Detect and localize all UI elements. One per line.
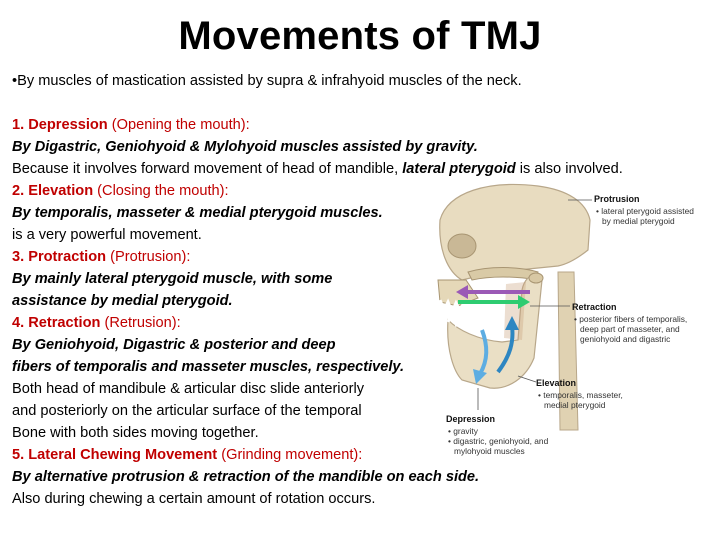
retraction-line-4: and posteriorly on the articular surface of the temporal [12, 403, 362, 419]
orbit [448, 234, 476, 258]
depression-item-3: mylohyoid muscles [454, 446, 525, 456]
lateral-sub: (Grinding movement): [217, 447, 363, 463]
lateral-heading: 5. Lateral Chewing Movement [12, 447, 218, 463]
retraction-item-2: deep part of masseter, and [580, 324, 680, 334]
depression-heading: 1. Depression [12, 117, 108, 133]
skull-cranium [440, 184, 590, 280]
retraction-sub: (Retrusion): [100, 315, 181, 331]
lateral-line-1: By alternative protrusion & retraction of the mandible on each side. [12, 469, 480, 485]
because-pre: Because it involves forward movement of head of mandible, [12, 161, 403, 177]
retraction-label: Retraction [572, 302, 617, 312]
because-post: is also involved. [515, 161, 623, 177]
retraction-line-5: Bone with both sides moving together. [12, 425, 259, 441]
elevation-note: is a very powerful movement. [12, 227, 202, 243]
because-em: lateral pterygoid [402, 161, 516, 177]
protrusion-item-1: • lateral pterygoid assisted [596, 206, 694, 216]
retraction-item-3: geniohyoid and digastric [580, 334, 671, 344]
protraction-line-1: By mainly lateral pterygoid muscle, with some [12, 271, 333, 287]
protraction-line-2: assistance by medial pterygoid. [12, 293, 233, 309]
page-title: Movements of TMJ [178, 14, 542, 58]
depression-label: Depression [446, 414, 496, 424]
retraction-line-2: fibers of temporalis and masseter muscles, respectively. [12, 359, 405, 375]
retraction-line-3: Both head of mandibule & articular disc slide anteriorly [12, 381, 365, 397]
spacer [12, 92, 712, 114]
tmj-diagram [418, 180, 720, 480]
intro-text: •By muscles of mastication assisted by supra & infrahyoid muscles of the neck. [12, 73, 522, 89]
retraction-heading: 4. Retraction [12, 315, 101, 331]
elevation-item-1: • temporalis, masseter, [538, 390, 623, 400]
depression-heading-line [12, 114, 712, 136]
protrusion-label: Protrusion [594, 194, 640, 204]
depression-because [12, 158, 712, 180]
elevation-label: Elevation [536, 378, 577, 388]
protraction-sub: (Protrusion): [106, 249, 191, 265]
depression-item-1: • gravity [448, 426, 478, 436]
lateral-line-2: Also during chewing a certain amount of rotation occurs. [12, 491, 376, 507]
depression-muscles: By Digastric, Geniohyoid & Mylohyoid muscles assisted by gravity. [12, 139, 478, 155]
elevation-item-2: medial pterygoid [544, 400, 606, 410]
protraction-heading: 3. Protraction [12, 249, 107, 265]
elevation-muscles: By temporalis, masseter & medial pterygoid muscles. [12, 205, 383, 221]
elevation-heading: 2. Elevation [12, 183, 94, 199]
depression-sub: (Opening the mouth): [107, 117, 250, 133]
elevation-leader [518, 376, 536, 382]
retraction-item-1: • posterior fibers of temporalis, [574, 314, 688, 324]
protrusion-item-2: by medial pterygoid [602, 216, 675, 226]
depression-item-2: • digastric, geniohyoid, and [448, 436, 549, 446]
condyle [529, 273, 543, 283]
elevation-sub: (Closing the mouth): [93, 183, 229, 199]
retraction-line-1: By Geniohyoid, Digastric & posterior and deep [12, 337, 336, 353]
